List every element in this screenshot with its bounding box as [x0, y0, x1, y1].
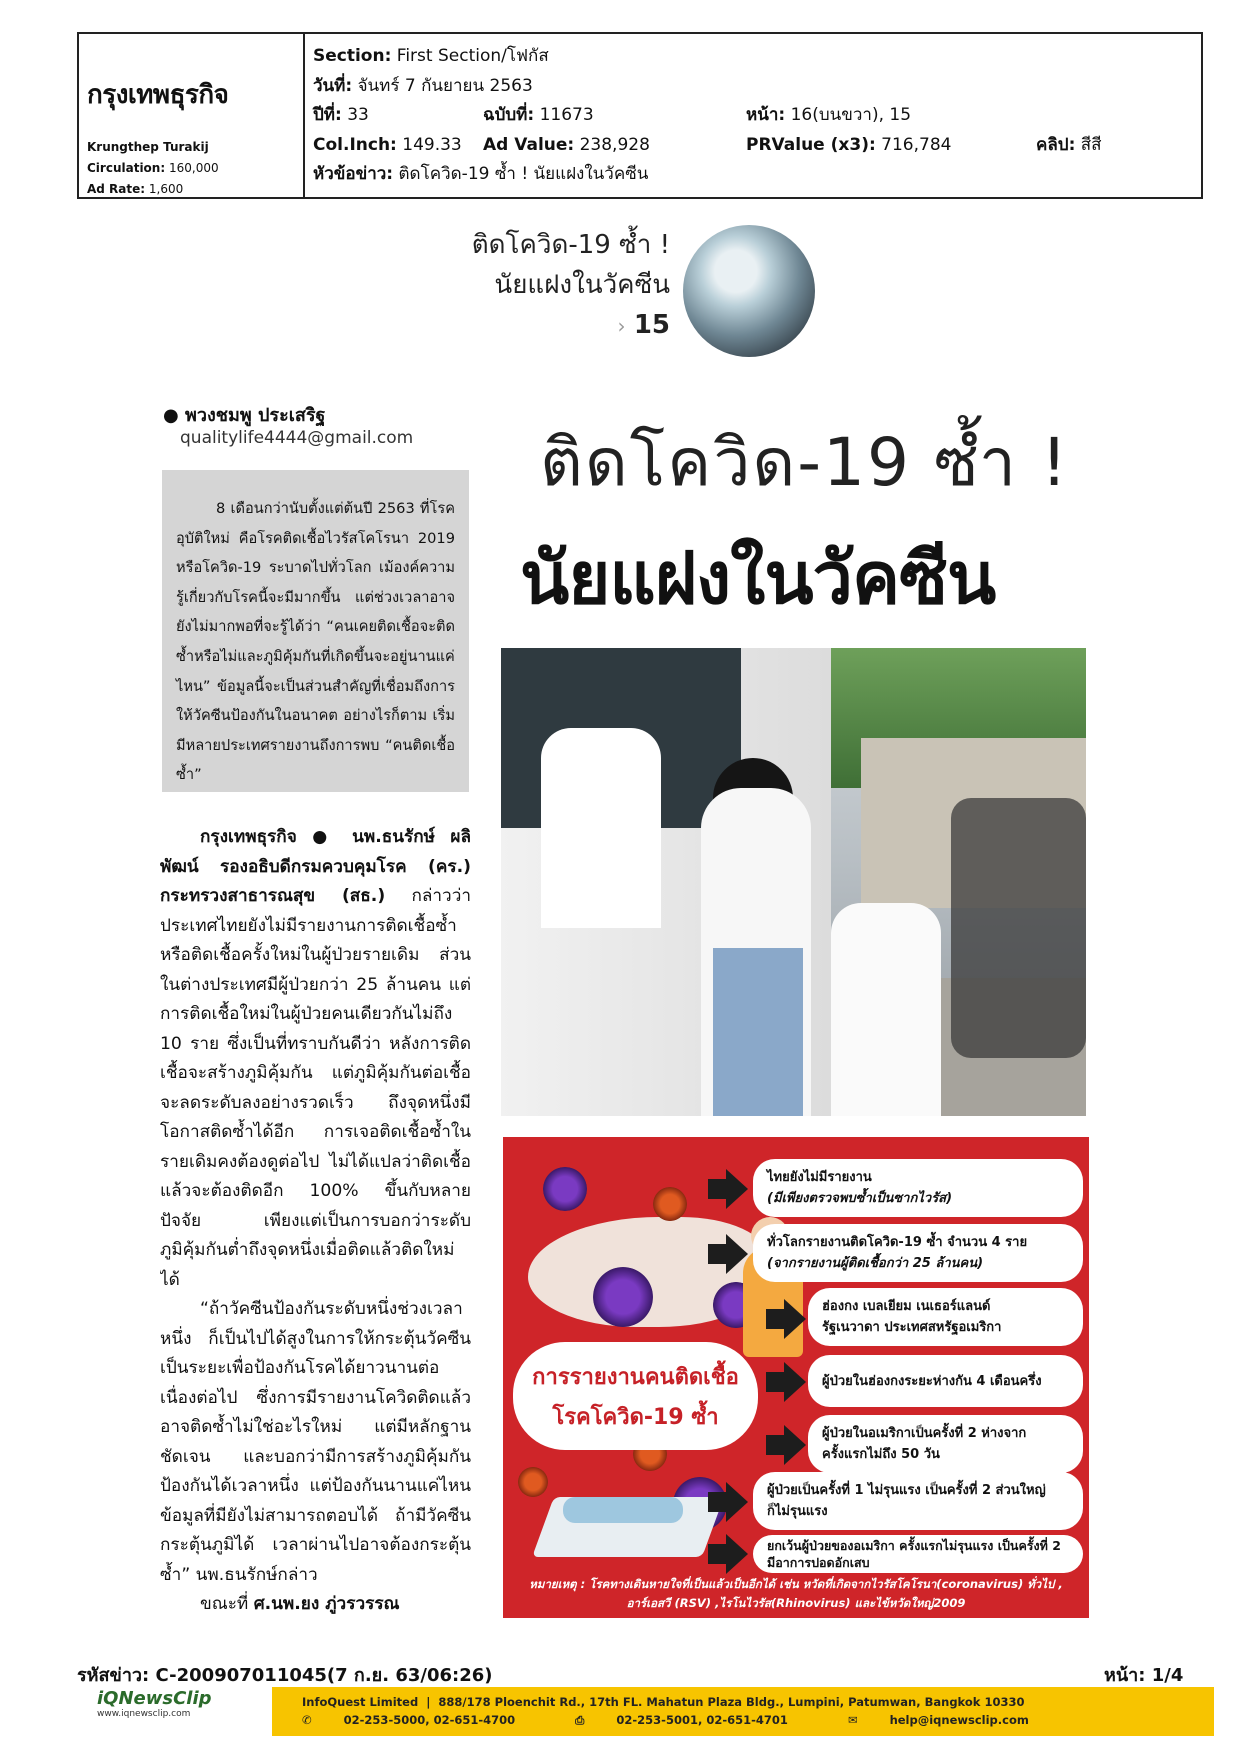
- date-label: วันที่:: [313, 75, 353, 96]
- arrow-right-icon: [708, 1482, 748, 1522]
- circulation-value: 160,000: [168, 161, 219, 175]
- page-indicator-value: 1/4: [1151, 1665, 1184, 1686]
- photo-crowd: [951, 798, 1086, 1058]
- date-value: จันทร์ 7 กันยายน 2563: [357, 75, 533, 96]
- headline-line2: นัยแฝงในวัคซีน: [520, 536, 996, 620]
- footer-bar: InfoQuest Limited | 888/178 Ploenchit Rd., 17th FL. Mahatun Plaza Bldg., Lumpini, Patumwan, Bangkok 10330 ✆ 02-253-5000, 02-651-4700 ⎙ 02-253-5001, 02-651-4701 ✉ help@iqnewsclip.com: [272, 1687, 1214, 1736]
- year-label: ปีที่:: [313, 105, 342, 125]
- fact-6-text: ผู้ป่วยเป็นครั้งที่ 1 ไม่รุนแรง เป็นครั้งที่ 2 ส่วนใหญ่: [767, 1483, 1046, 1498]
- teaser-line1: ติดโควิด-19 ซ้ำ !: [471, 230, 670, 260]
- arrow-right-icon: [766, 1299, 806, 1339]
- para1-text: กล่าวว่าประเทศไทยยังไม่มีรายงานการติดเชื้อซ้ำหรือติดเชื้อครั้งใหม่ในผู้ป่วยรายเดิม ส่วนในต่างประเทศมีผู้ป่วยกว่า 25 ล้านคน แต่การติดเชื้อใหม่ในผู้ป่วยคนเดียวกันไม่ถึง 10 ราย ซึ่งเป็นที่ทราบกันดีว่า หลังการติดเชื้อจะสร้างภูมิคุ้มกัน แต่ภูมิคุ้มกันต่อเชื้อจะลดระดับลงอย่างรวดเร็ว ถึงจุดหนึ่งมีโอกาสติดซ้ำได้อีก การเจอติดเชื้อซ้ำในรายเดิมคงต้องดูต่อไป ไม่ได้แปลว่าติดเชื้อแล้วจะต้องติดอีก 100% ขึ้นกับหลายปัจจัย เพียงแต่เป็นการบอกว่าระดับภูมิคุ้มกันต่ำถึงจุดหนึ่งเมื่อติดแล้วติดใหม่ได้: [160, 886, 471, 1290]
- body-paragraph-2: “ถ้าวัคซีนป้องกันระดับหนึ่งช่วงเวลาหนึ่ง ก็เป็นไปได้สูงในการให้กระตุ้นวัคซีนเป็นระยะเพื่อป้องกันโรคได้ยาวนานต่อเนื่องต่อไป ซึ่งการมีรายงานโควิดติดแล้วอาจติดซ้ำไม่ใช่อะไรใหม่ แต่มีหลักฐานชัดเจน และบอกว่ามีการสร้างภูมิคุ้มกันป้องกันได้เวลาหนึ่ง แต่ป้องกันนานแค่ไหน ข้อมูลที่มียังไม่สามารถตอบได้ ถ้ามีวัคซีนกระตุ้นภูมิได้ เวลาผ่านไปอาจต้องกระตุ้นซ้ำ” นพ.ธนรักษ์กล่าว: [160, 1299, 471, 1585]
- teaser-line2: นัยแฝงในวัคซีน: [494, 270, 670, 300]
- paper-meta: [87, 137, 303, 200]
- headline-line1: ติดโควิด-19 ซ้ำ !: [540, 424, 1070, 501]
- teaser-page-number: 15: [633, 310, 670, 340]
- clip-label: คลิป:: [1036, 134, 1076, 155]
- infographic: [503, 1137, 1089, 1618]
- para3-bold: ศ.นพ.ยง ภู่วรวรรณ: [253, 1594, 400, 1614]
- year-value: 33: [347, 105, 369, 125]
- prvalue-value: 716,784: [881, 134, 952, 155]
- clip-value: สีสี: [1080, 134, 1102, 155]
- fact-box-7-visible: [753, 1535, 1083, 1573]
- logo-name: iQNewsClip: [97, 1688, 212, 1709]
- section-value: First Section/โฟกัส: [396, 46, 549, 66]
- fact-box-6: [753, 1472, 1083, 1530]
- colinch-label: Col.Inch:: [313, 134, 397, 155]
- fact-3-text: ฮ่องกง เบลเยียม เนเธอร์แลนด์: [822, 1299, 991, 1314]
- fact-6-sub: ก็ไม่รุนแรง: [767, 1504, 828, 1519]
- arrow-right-icon: [708, 1234, 748, 1274]
- virus-icon: [518, 1467, 548, 1497]
- contact-email: help@iqnewsclip.com: [889, 1713, 1029, 1727]
- iqnewsclip-logo: [97, 1688, 257, 1728]
- fact-box-3: [808, 1288, 1083, 1346]
- clip-details: [305, 34, 1201, 197]
- bullet-icon: ●: [163, 405, 179, 426]
- section-label: Section:: [313, 46, 392, 66]
- page-label: หน้า:: [746, 105, 786, 125]
- virus-icon: [653, 1187, 687, 1221]
- arrow-right-icon: [766, 1425, 806, 1465]
- photo-woman-jeans: [713, 948, 803, 1116]
- chevron-right-icon: ›: [617, 314, 626, 338]
- news-code-value: C-200907011045(7 ก.ย. 63/06:26): [155, 1665, 493, 1686]
- virus-icon: [543, 1167, 587, 1211]
- page-teaser: [430, 225, 670, 346]
- news-photo: [501, 648, 1086, 1116]
- news-code: [77, 1660, 492, 1689]
- fact-5-text: ผู้ป่วยในอเมริกาเป็นครั้งที่ 2 ห่างจาก: [822, 1426, 1027, 1441]
- arrow-right-icon: [708, 1169, 748, 1209]
- article-body: [160, 823, 471, 1663]
- fact-5-sub: ครั้งแรกไม่ถึง 50 วัน: [822, 1447, 940, 1462]
- virus-icon: [593, 1267, 653, 1327]
- fact-1-sub: (มีเพียงตรวจพบซ้ำเป็นซากไวรัส): [767, 1191, 953, 1206]
- para3-text: ขณะที่: [200, 1594, 254, 1614]
- photo-official: [831, 903, 941, 1116]
- headline-label: หัวข้อข่าว:: [313, 164, 394, 184]
- advalue-value: 238,928: [579, 134, 650, 155]
- page-value: 16(บนขวา), 15: [790, 105, 912, 125]
- fact-1-text: ไทยยังไม่มีรายงาน: [767, 1170, 872, 1185]
- fact-7-sub: มีอาการปอดอักเสบ: [767, 1555, 870, 1570]
- prvalue-label: PRValue (x3):: [746, 134, 876, 155]
- clipping-header: [77, 32, 1203, 199]
- fact-2-text: ทั่วโลกรายงานติดโควิด-19 ซ้ำ จำนวน 4 ราย: [767, 1235, 1028, 1250]
- fact-box-2: [753, 1224, 1083, 1282]
- paper-en-name: Krungthep Turakij: [87, 140, 209, 154]
- adrate-label: Ad Rate:: [87, 182, 146, 196]
- mail-icon: ✉: [847, 1713, 858, 1727]
- page-indicator: [1104, 1660, 1183, 1689]
- page-indicator-label: หน้า:: [1104, 1665, 1146, 1686]
- infographic-title-line1: การรายงานคนติดเชื้อ: [532, 1365, 739, 1390]
- infographic-title-line2: โรคโควิด-19 ซ้ำ: [552, 1405, 719, 1430]
- issue-label: ฉบับที่:: [483, 105, 535, 125]
- infographic-note: [509, 1575, 1083, 1613]
- logo-url: www.iqnewsclip.com: [97, 1709, 191, 1719]
- fact-7-text: ยกเว้นผู้ป่วยของอเมริกา ครั้งแรกไม่รุนแรง เป็นครั้งที่ 2: [767, 1538, 1061, 1553]
- para1-bold: กรุงเทพธุรกิจ ● นพ.ธนรักษ์ ผลิพัฒน์ รองอธิบดีกรมควบคุมโรค (คร.) กระทรวงสาธารณสุข (สธ.): [160, 827, 471, 906]
- fax-icon: ⎙: [575, 1713, 585, 1727]
- colinch-value: 149.33: [402, 134, 462, 155]
- phone-number: 02-253-5000, 02-651-4700: [343, 1713, 516, 1727]
- fact-3-sub: รัฐเนวาดา ประเทศสหรัฐอเมริกา: [822, 1320, 1002, 1335]
- news-code-label: รหัสข่าว:: [77, 1665, 150, 1686]
- circulation-label: Circulation:: [87, 161, 166, 175]
- lead-paragraph: 8 เดือนกว่านับตั้งแต่ต้นปี 2563 ที่โรคอุบัติใหม่ คือโรคติดเชื้อไวรัสโคโรนา 2019 หรือโควิด-19 ระบาดไปทั่วโลก เม้องค์ความรู้เกี่ยวกับโรคนี้จะมีมากขึ้น แต่ช่วงเวลาอาจยังไม่มากพอที่จะรู้ได้ว่า “คนเคยติดเชื้อจะติดซ้ำหรือไม่และภูมิคุ้มกันที่เกิดขึ้นจะอยู่นานแค่ไหน” ข้อมูลนี้จะเป็นส่วนสำคัญที่เชื่อมถึงการให้วัคซีนป้องกันในอนาคต อย่างไรก็ตาม เริ่มมีหลายประเทศรายงานถึงการพบ “คนติดเชื้อซ้ำ”: [162, 470, 469, 792]
- issue-value: 11673: [539, 105, 594, 125]
- fact-box-1: [753, 1159, 1083, 1217]
- author-name: พวงชมพู ประเสริฐ: [185, 405, 326, 426]
- arrow-right-icon: [708, 1534, 748, 1574]
- fact-box-4: [808, 1355, 1083, 1407]
- photo-health-worker: [541, 728, 661, 928]
- paper-name: กรุงเทพธุรกิจ: [87, 80, 229, 110]
- fax-number: 02-253-5001, 02-651-4701: [616, 1713, 788, 1727]
- body-paragraph-1: [160, 823, 471, 1295]
- patient-icon: [563, 1497, 683, 1523]
- body-paragraph-3: [160, 1590, 471, 1620]
- company-name: InfoQuest Limited: [302, 1695, 419, 1709]
- fact-4-text: ผู้ป่วยในฮ่องกงระยะห่างกัน 4 เดือนครึ่ง: [822, 1373, 1042, 1389]
- headline-value: ติดโควิด-19 ซ้ำ ! นัยแฝงในวัคซีน: [398, 164, 649, 184]
- note-line1: หมายเหตุ : โรคทางเดินหายใจที่เป็นแล้วเป็นอีกได้ เช่น หวัดที่เกิดจากไวรัสโคโรนา(coronavirus) ทั่วไป ,: [529, 1577, 1063, 1591]
- note-line2: อาร์เอสวี (RSV) ,ไรโนไวรัส(Rhinovirus) และไข้หวัดใหญ่2009: [626, 1596, 966, 1610]
- advalue-label: Ad Value:: [483, 134, 575, 155]
- byline: [163, 400, 325, 429]
- company-address: 888/178 Ploenchit Rd., 17th FL. Mahatun Plaza Bldg., Lumpini, Patumwan, Bangkok 10330: [438, 1695, 1025, 1709]
- adrate-value: 1,600: [148, 182, 184, 196]
- fact-box-5: [808, 1415, 1083, 1473]
- phone-icon: ✆: [302, 1713, 312, 1727]
- paper-info: [79, 34, 305, 197]
- teaser-photo: [683, 225, 815, 357]
- fact-2-sub: (จากรายงานผู้ติดเชื้อกว่า 25 ล้านคน): [767, 1256, 984, 1271]
- arrow-right-icon: [766, 1362, 806, 1402]
- author-email: qualitylife4444@gmail.com: [180, 428, 414, 448]
